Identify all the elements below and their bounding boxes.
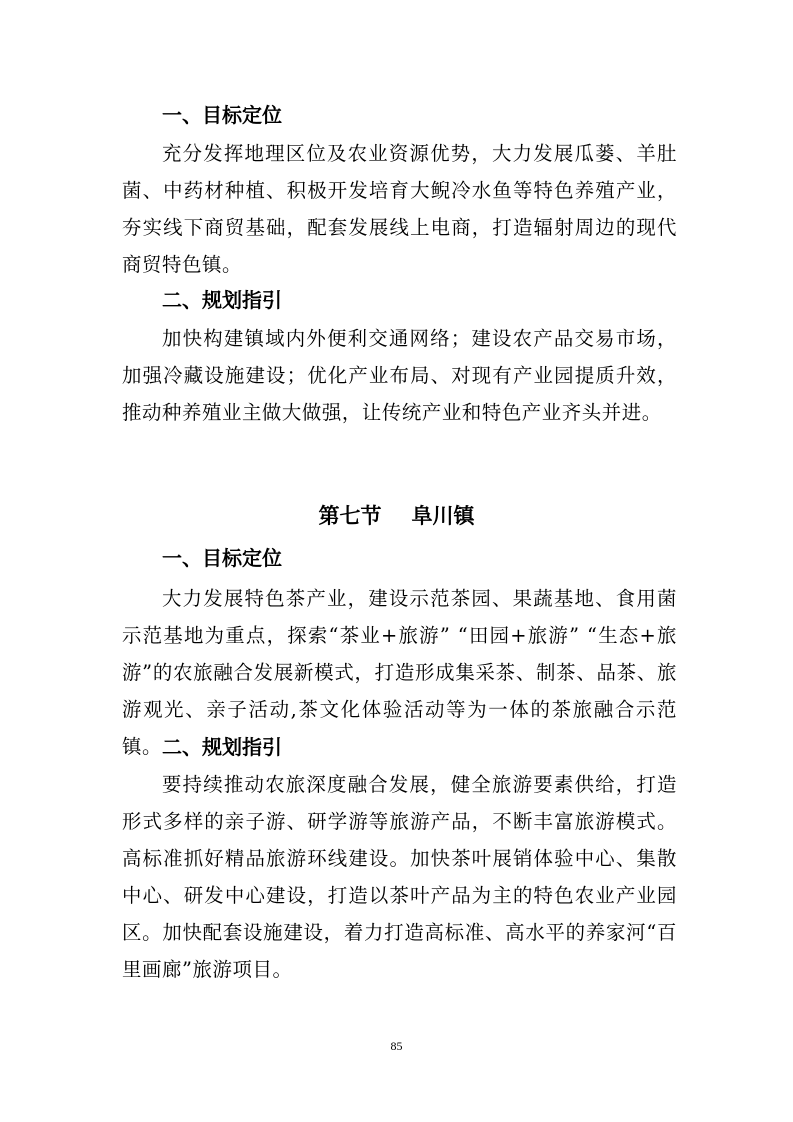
section-a-goal-heading: 一、目标定位 — [162, 103, 282, 127]
page-number: 85 — [390, 1039, 403, 1053]
section-a-goal-paragraph: 充分发挥地理区位及农业资源优势，大力发展瓜蒌、羊肚菌、中药材种植、积极开发培育大鲵冷水鱼等特色养殖产业，夯实线下商贸基础，配套发展线上电商，打造辐射周边的现代商贸特色镇。 — [122, 142, 677, 276]
section-b-goal-heading: 一、目标定位 — [162, 546, 282, 570]
section-b-goal-paragraph: 大力发展特色茶产业，建设示范茶园、果蔬基地、食用菌示范基地为重点，探索“茶业+旅游” “田园+旅游” “生态+旅游”的农旅融合发展新模式，打造形成集采茶、制茶、品茶、旅游观光、亲子活动,茶文化体验活动等为一体的茶旅融合示范镇。 — [122, 587, 677, 758]
section-name: 阜川镇 — [411, 504, 475, 528]
section-number: 第七节 — [318, 504, 382, 528]
section-a-plan-paragraph: 加快构建镇域内外便利交通网络；建设农产品交易市场，加强冷藏设施建设；优化产业布局、对现有产业园提质升效，推动种养殖业主做大做强，让传统产业和特色产业齐头并进。 — [122, 327, 677, 424]
section-b-plan-heading: 二、规划指引 — [162, 735, 282, 759]
section-b-plan-paragraph: 要持续推动农旅深度融合发展，健全旅游要素供给，打造形式多样的亲子游、研学游等旅游产品，不断丰富旅游模式。高标准抓好精品旅游环线建设。加快茶叶展销体验中心、集散中心、研发中心建设，打造以茶叶产品为主的特色农业产业园区。加快配套设施建设，着力打造高标准、高水平的养家河“百里画廊”旅游项目。 — [122, 773, 677, 981]
section-title — [0, 500, 793, 532]
section-a-plan-heading: 二、规划指引 — [162, 288, 282, 312]
